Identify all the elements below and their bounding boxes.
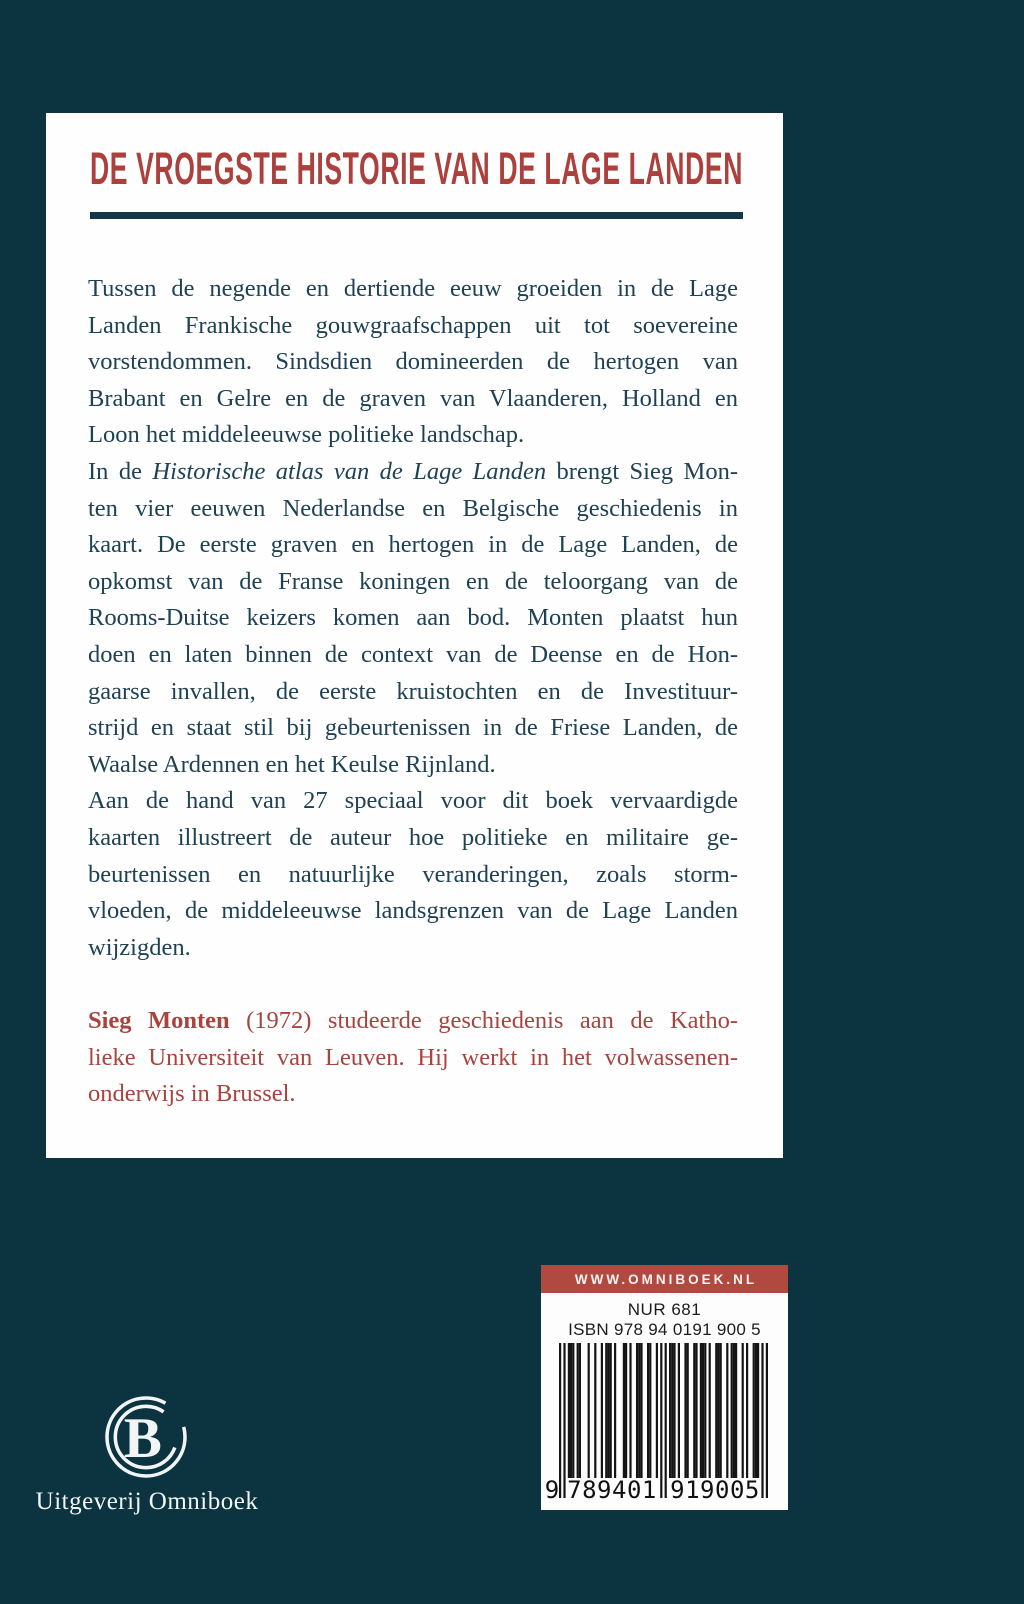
text-line: onderwijs in Brussel. <box>88 1080 296 1108</box>
ean-digits <box>541 1476 788 1506</box>
text-line: opkomst van de Franse koningen en de teloorgang van de <box>88 567 738 595</box>
text-line: Waalse Ardennen en het Keulse Rijnland. <box>88 750 496 778</box>
text-line: In de Historische atlas van de Lage Landen brengt Sieg Mon- <box>88 457 738 485</box>
text-line: Aan de hand van 27 speciaal voor dit boek vervaardigde <box>88 787 738 815</box>
nur-code: NUR 681 <box>627 1300 702 1319</box>
ean-digit-prefix: 9 <box>544 1476 560 1504</box>
text-line: Brabant en Gelre en de graven van Vlaanderen, Holland en <box>88 384 738 412</box>
barcode-box <box>541 1293 788 1510</box>
publisher-name: Uitgeverij Omniboek <box>35 1488 259 1515</box>
text-line: Rooms-Duitse keizers komen aan bod. Monten plaatst hun <box>88 604 738 632</box>
text-line: Tussen de negende en dertiende eeuw groeiden in de Lage <box>88 275 738 302</box>
text-line: Loon het middeleeuwse politieke landschap. <box>88 421 525 449</box>
text-line: Sieg Monten (1972) studeerde geschiedenis aan de Katho- <box>88 1007 738 1034</box>
text-line: doen en laten binnen de context van de Deense en de Hon- <box>88 640 738 668</box>
page-title <box>90 141 743 197</box>
publisher-logo-icon <box>94 1385 198 1489</box>
ean-digit-right-group: 919005 <box>670 1476 760 1504</box>
text-line: Landen Frankische gouwgraafschappen uit tot soevereine <box>88 311 738 339</box>
text-line: wijzigden. <box>88 933 191 961</box>
blurb-panel <box>46 113 783 1158</box>
website-url: WWW.OMNIBOEK.NL <box>574 1271 758 1287</box>
text-line: kaart. De eerste graven en hertogen in de Lage Landen, de <box>88 531 738 559</box>
text-line: strijd en staat stil bij gebeurtenissen in de Friese Landen, de <box>88 714 738 742</box>
text-line: vloeden, de middeleeuwse landsgrenzen van de Lage Landen <box>88 897 738 925</box>
blurb-text <box>88 271 738 966</box>
text-line: gaarse invallen, de eerste kruistochten en de Investituur- <box>88 677 738 705</box>
isbn-number: ISBN 978 94 0191 900 5 <box>568 1320 761 1339</box>
text-line: ten vier eeuwen Nederlandse en Belgische geschiedenis in <box>88 494 738 522</box>
title-rule <box>90 212 743 219</box>
website-bar <box>541 1265 788 1293</box>
publisher-logo <box>94 1385 198 1489</box>
text-line: vorstendommen. Sindsdien domineerden de hertogen van <box>88 348 738 376</box>
text-line: beurtenissen en natuurlijke veranderingen, zoals storm- <box>88 860 738 888</box>
author-bio <box>88 1003 738 1113</box>
text-line: kaarten illustreert de auteur hoe politieke en militaire ge- <box>88 823 738 851</box>
ean-digit-left-group: 789401 <box>567 1476 657 1504</box>
text-line: lieke Universiteit van Leuven. Hij werkt in het volwassenen- <box>88 1043 738 1071</box>
ean-barcode <box>559 1343 770 1498</box>
title-text: DE VROEGSTE HISTORIE VAN DE LAGE LANDEN <box>90 143 743 194</box>
logo-letter: B <box>123 1406 162 1470</box>
